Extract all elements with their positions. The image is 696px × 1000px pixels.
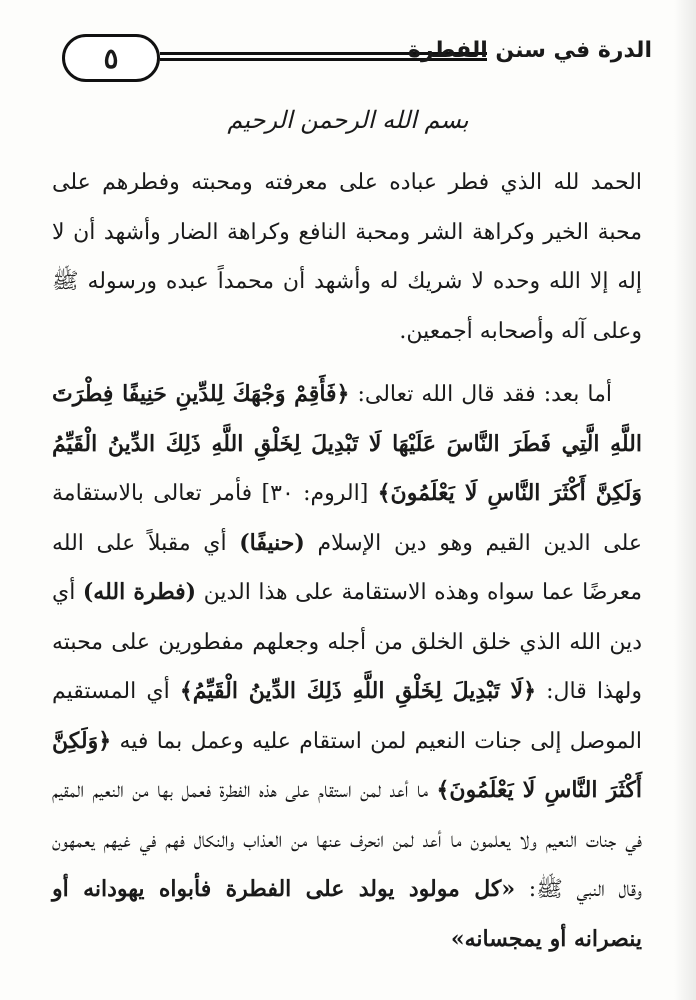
highlighted-term: (فطرة الله) — [82, 579, 197, 605]
intro-paragraph: الحمد لله الذي فطر عباده على معرفته ومحبته وفطرهم على محبة الخير وكراهة الشر ومحبة النافع وكراهة الضار وأشهد أن لا إله إلا الله وحده لا شريك له وأشهد أن محمداً عبده ورسوله ﷺ وعلى آله وأصحابه أجمعين. — [52, 170, 642, 344]
hadith-quote: «كل مولود يولد على الفطرة فأبواه يهودانه أو ينصرانه أو يمجسانه» — [52, 876, 642, 952]
page-number-badge: ٥ — [62, 34, 160, 82]
body-text — [52, 158, 642, 964]
text-segment: أي مقبلاً على الله معرضًا عما سواه وهذه الاستقامة على هذا الدين — [52, 530, 642, 605]
book-title: الدرة في سنن الفطرة — [408, 38, 652, 63]
text-segment: ما أعد لمن استقام على هذه الفطرة فعمل بها من النعيم المقيم في جنات النعيم ولا يعلمون ما أعد لمن انحرف عنها من العذاب والنكال فهم في غيهم يعمهون وقال النبي ﷺ: — [52, 778, 642, 902]
page-header — [62, 32, 652, 88]
text-segment: فأمر تعالى بالاستقامة على الدين القيم وهو دين الإسلام — [52, 481, 643, 556]
text-segment: أي دين الله الذي خلق الخلق من أجله وجعلهم مفطورين على محبته ولهذا قال: — [52, 580, 642, 704]
text-segment: أي المستقيم الموصل إلى جنات النعيم لمن استقام عليه وعمل بما فيه — [52, 679, 642, 754]
main-paragraph — [52, 370, 642, 964]
quran-verse: ﴿وَلَكِنَّ أَكْثَرَ النَّاسِ لَا يَعْلَمُونَ﴾ — [52, 727, 642, 803]
text-segment: أما بعد: فقد قال الله تعالى: — [349, 382, 613, 407]
quran-verse: ﴿فَأَقِمْ وَجْهَكَ لِلدِّينِ حَنِيفًا فِطْرَتَ اللَّهِ الَّتِي فَطَرَ النَّاسَ عَلَيْهَا لَا تَبْدِيلَ لِخَلْقِ اللَّهِ ذَلِكَ الدِّينُ الْقَيِّمُ وَلَكِنَّ أَكْثَرَ النَّاسِ لَا يَعْلَمُونَ﴾ — [52, 381, 643, 506]
page-edge-shadow — [674, 0, 696, 1000]
highlighted-term: (حنيفًا) — [239, 529, 305, 556]
quran-verse: ﴿لَا تَبْدِيلَ لِخَلْقِ اللَّهِ ذَلِكَ الدِّينُ الْقَيِّمُ﴾ — [179, 678, 536, 704]
verse-reference: [الروم: ٣٠] — [252, 481, 378, 506]
basmala: بسم الله الرحمن الرحيم — [227, 106, 469, 134]
